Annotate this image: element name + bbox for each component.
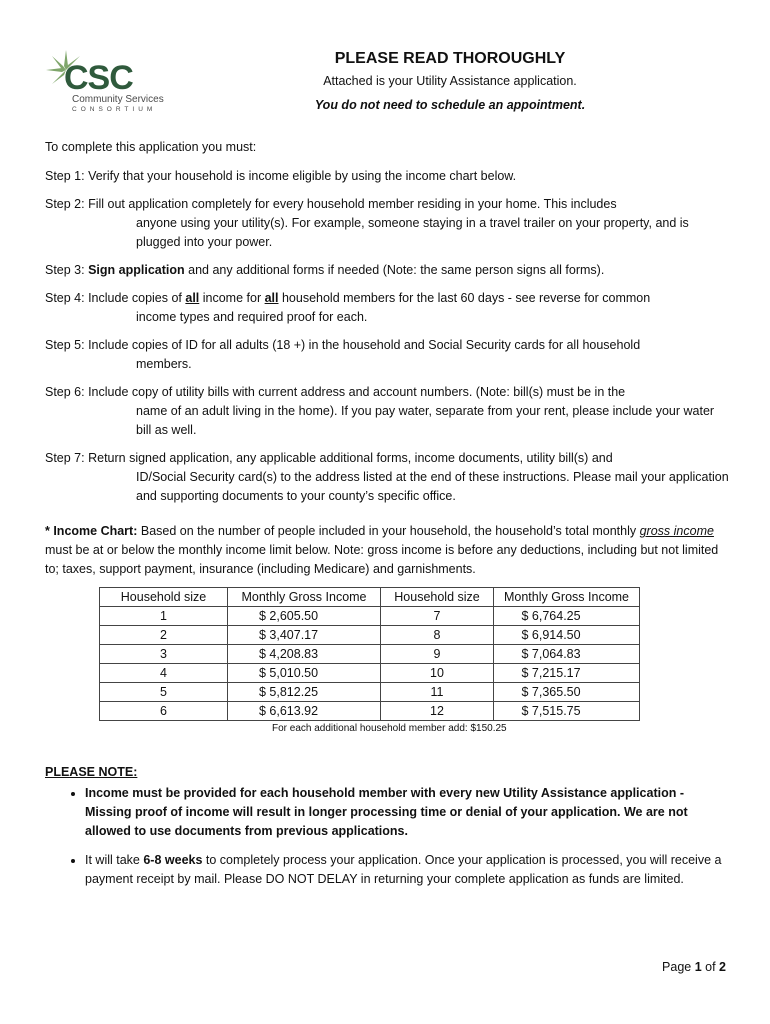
- amount-value: $ 4,208.83: [259, 647, 319, 661]
- col-household-size-b: Household size: [381, 588, 494, 607]
- table-row: [100, 702, 640, 721]
- step-4-mid: income for: [199, 291, 265, 305]
- amount-value: $ 6,613.92: [259, 704, 319, 718]
- appointment-note: You do not need to schedule an appointment.: [314, 98, 586, 112]
- cell-amount: [228, 607, 381, 626]
- step-6-lead: Step 6: Include copy of utility bills with current address and account numbers. (Note: bill(s) must be in the: [45, 385, 626, 399]
- logo-abbr: CSC: [64, 59, 133, 97]
- cell-amount: [494, 683, 640, 702]
- step-5-cont: members.: [136, 357, 192, 371]
- col-household-size-a: Household size: [100, 588, 228, 607]
- please-note-heading: PLEASE NOTE:: [45, 765, 138, 779]
- step-5: [45, 336, 730, 374]
- amount-value: $ 6,914.50: [521, 628, 581, 642]
- cell-size: 4: [100, 664, 228, 683]
- income-chart-text-2: must be at or below the monthly income limit below. Note: gross income is before any deductions, including but not limited to; taxes, support payment, insurance (including Medicare) and garnishments.: [45, 543, 719, 576]
- step-7: [45, 449, 730, 506]
- cell-amount: [228, 664, 381, 683]
- cell-amount: [228, 645, 381, 664]
- step-4: [45, 289, 730, 327]
- list-item: • Income must be provided for each household member with every new Utility Assistance application - Missing proof of income will result in longer processing time or denial of your application. We are not allowed to use documents from previous applications.: [85, 784, 730, 841]
- cell-size: 3: [100, 645, 228, 664]
- step-7-cont: ID/Social Security card(s) to the address listed at the end of these instructions. Please mail your application and supporting documents to your county’s specific office.: [136, 470, 729, 503]
- table-row: [100, 683, 640, 702]
- step-2-lead: Step 2: Fill out application completely for every household member residing in your home. This includes: [45, 197, 617, 211]
- step-4-all-2: all: [264, 291, 279, 305]
- col-monthly-income-b: Monthly Gross Income: [494, 588, 640, 607]
- cell-amount: [228, 626, 381, 645]
- step-5-lead: Step 5: Include copies of ID for all adults (18 +) in the household and Social Security cards for all household: [45, 338, 641, 352]
- cell-amount: [228, 683, 381, 702]
- step-2-cont: anyone using your utility(s). For example, someone staying in a travel trailer on your property, and is plugged into your power.: [136, 216, 689, 249]
- step-3-bold: Sign application: [88, 263, 185, 277]
- table-row: [100, 664, 640, 683]
- cell-size: 1: [100, 607, 228, 626]
- additional-member-note: For each additional household member add: $150.25: [272, 723, 507, 734]
- page-title: PLEASE READ THOROUGHLY: [334, 50, 566, 67]
- cell-size: 6: [100, 702, 228, 721]
- list-item: [85, 851, 730, 889]
- col-monthly-income-a: Monthly Gross Income: [228, 588, 381, 607]
- csc-logo: [46, 50, 176, 118]
- page-total: 2: [719, 960, 726, 974]
- amount-value: $ 6,764.25: [521, 609, 581, 623]
- instructions: [45, 138, 730, 899]
- table-row: [100, 626, 640, 645]
- gross-income-term: gross income: [639, 524, 714, 538]
- cell-amount: [494, 607, 640, 626]
- step-4-cont: income types and required proof for each.: [136, 310, 368, 324]
- cell-size: 11: [381, 683, 494, 702]
- step-4-lead: Step 4: Include copies of: [45, 291, 186, 305]
- cell-size: 2: [100, 626, 228, 645]
- please-note-list: [45, 784, 730, 889]
- logo-line2: CONSORTIUM: [72, 106, 157, 113]
- income-table-header: [100, 588, 640, 607]
- income-table: [99, 587, 640, 721]
- cell-amount: [494, 626, 640, 645]
- intro-text: To complete this application you must:: [45, 140, 257, 154]
- step-4-rest: household members for the last 60 days - see reverse for common: [278, 291, 651, 305]
- cell-amount: [494, 664, 640, 683]
- processing-time: 6-8 weeks: [143, 853, 203, 867]
- cell-size: 9: [381, 645, 494, 664]
- of-word: of: [701, 960, 720, 974]
- page-word: Page: [662, 960, 695, 974]
- cell-size: 5: [100, 683, 228, 702]
- step-7-lead: Step 7: Return signed application, any applicable additional forms, income documents, utility bill(s) and: [45, 451, 613, 465]
- table-row: [100, 607, 640, 626]
- logo-line1: Community Services: [72, 94, 164, 105]
- step-3-rest: and any additional forms if needed (Note: the same person signs all forms).: [184, 263, 605, 277]
- amount-value: $ 2,605.50: [259, 609, 319, 623]
- step-3-lead: Step 3:: [45, 263, 89, 277]
- step-4-all-1: all: [185, 291, 200, 305]
- cell-amount: [494, 702, 640, 721]
- step-3: [45, 261, 730, 280]
- cell-size: 8: [381, 626, 494, 645]
- page-subtitle: Attached is your Utility Assistance application.: [323, 74, 577, 88]
- step-2: [45, 195, 730, 252]
- step-6-cont: name of an adult living in the home). If you pay water, separate from your rent, please include your water bill as well.: [136, 404, 715, 437]
- income-chart-text: [45, 522, 730, 579]
- amount-value: $ 7,365.50: [521, 685, 581, 699]
- note-2-lead: It will take: [85, 853, 144, 867]
- cell-amount: [494, 645, 640, 664]
- amount-value: $ 5,812.25: [259, 685, 319, 699]
- income-chart-text-1: Based on the number of people included in your household, the household’s total monthly: [137, 524, 640, 538]
- amount-value: $ 3,407.17: [259, 628, 319, 642]
- cell-size: 12: [381, 702, 494, 721]
- note-2-rest: to completely process your application. Once your application is processed, you will receive a payment receipt by mail. Please DO NOT DELAY in returning your complete application as funds are limited.: [85, 853, 722, 886]
- page-current: 1: [694, 960, 702, 974]
- amount-value: $ 5,010.50: [259, 666, 319, 680]
- step-6: [45, 383, 730, 440]
- amount-value: $ 7,064.83: [521, 647, 581, 661]
- amount-value: $ 7,215.17: [521, 666, 581, 680]
- amount-value: $ 7,515.75: [521, 704, 581, 718]
- income-chart-label: * Income Chart:: [45, 524, 138, 538]
- step-1: Step 1: Verify that your household is income eligible by using the income chart below.: [45, 169, 517, 183]
- cell-size: 10: [381, 664, 494, 683]
- cell-size: 7: [381, 607, 494, 626]
- cell-amount: [228, 702, 381, 721]
- page-header: [240, 50, 660, 112]
- page-number: [662, 960, 726, 974]
- table-row: [100, 645, 640, 664]
